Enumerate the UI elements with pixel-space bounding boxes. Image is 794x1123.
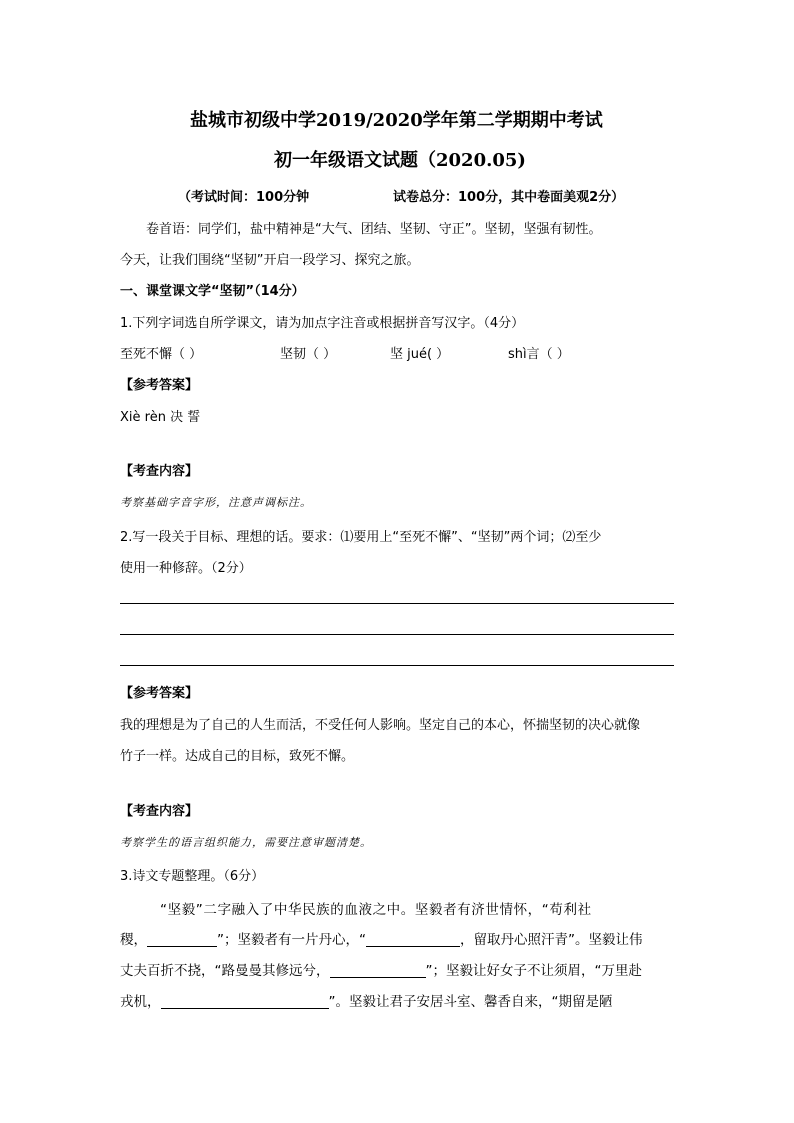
- q3-text: ”；坚毅者有一片丹心，“: [217, 932, 366, 948]
- q1-item-4: shì言（ ）: [508, 347, 570, 362]
- q2-content: 考察学生的语言组织能力，需要注意审题清楚。: [120, 836, 372, 849]
- q3-text: 戎机，: [120, 994, 161, 1010]
- q3-text: ”。坚毅让君子安居斗室、馨香自来，“期留是陋: [328, 994, 613, 1010]
- fill-blank[interactable]: [147, 932, 217, 947]
- q3-stem: 3.诗文专题整理。（6分）: [120, 869, 265, 884]
- fill-blank[interactable]: [161, 994, 329, 1009]
- q1-item-3: 坚 jué( ）: [390, 347, 450, 362]
- q2-answer-line-2: 竹子一样。达成自己的目标，致死不懈。: [120, 749, 355, 764]
- intro-line-2: 今天，让我们围绕“坚韧”开启一段学习、探究之旅。: [120, 253, 420, 268]
- fill-blank[interactable]: [366, 932, 460, 947]
- q2-content-label: 【考查内容】: [120, 804, 199, 819]
- q1-answer: Xiè rèn 决 誓: [120, 410, 201, 425]
- answer-line: [120, 665, 674, 666]
- answer-line: [120, 603, 674, 604]
- q2-stem-line-2: 使用一种修辞。（2分）: [120, 561, 252, 576]
- q3-text: ，留取丹心照汗青”。坚毅让伟: [460, 932, 643, 948]
- q2-answer-line-1: 我的理想是为了自己的人生而活，不受任何人影响。坚定自己的本心，怀揣坚韧的决心就像: [120, 718, 641, 733]
- exam-title: 盐城市初级中学2019/2020学年第二学期期中考试: [190, 110, 603, 131]
- q2-stem-line-1: 2.写一段关于目标、理想的话。要求：⑴要用上“至死不懈”、“坚韧”两个词；⑵至少: [120, 530, 602, 545]
- q3-paragraph-line-2: [120, 928, 643, 948]
- intro-line-1: 卷首语：同学们，盐中精神是“大气、团结、坚韧、守正”。坚韧，坚强有韧性。: [146, 222, 602, 237]
- section1-heading: 一、课堂课文学“坚韧”（14分）: [120, 284, 305, 299]
- q1-item-1: 至死不懈（ ）: [120, 347, 203, 362]
- q1-stem: 1.下列字词选自所学课文，请为加点字注音或根据拼音写汉字。（4分）: [120, 316, 525, 331]
- exam-subtitle: 初一年级语文试题（2020.05): [274, 150, 526, 171]
- q1-content-label: 【考查内容】: [120, 464, 199, 479]
- q3-text: 稷，: [120, 932, 147, 948]
- answer-line: [120, 634, 674, 635]
- q3-paragraph-line-3: [120, 959, 642, 979]
- exam-time-info: （考试时间：100分钟: [178, 190, 310, 205]
- q1-item-2: 坚韧（ ）: [280, 347, 337, 362]
- q3-paragraph-line-4: [120, 990, 613, 1010]
- q3-text: ”；坚毅让好女子不让须眉，“万里赴: [425, 963, 642, 979]
- q2-answer-label: 【参考答案】: [120, 686, 199, 701]
- exam-score-info: 试卷总分：100分，其中卷面美观2分）: [393, 190, 625, 205]
- q1-content: 考察基础字音字形，注意声调标注。: [120, 496, 312, 509]
- fill-blank[interactable]: [330, 963, 426, 978]
- q3-text: 丈夫百折不挠，“路曼曼其修远兮，: [120, 963, 330, 979]
- q1-answer-label: 【参考答案】: [120, 378, 199, 393]
- q3-paragraph-line-1: “坚毅”二字融入了中华民族的血液之中。坚毅者有济世情怀，“苟利社: [160, 902, 592, 918]
